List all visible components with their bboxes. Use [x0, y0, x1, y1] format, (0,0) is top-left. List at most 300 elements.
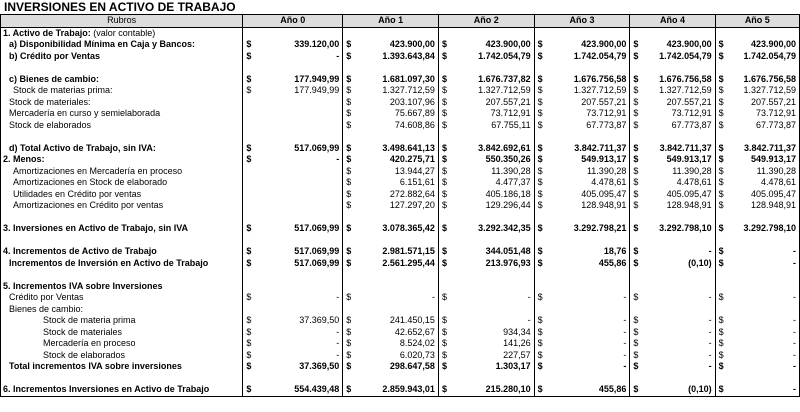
row-label	[1, 62, 243, 74]
currency-symbol: $	[630, 200, 642, 212]
value-cell: -	[728, 350, 800, 362]
currency-symbol	[438, 235, 450, 247]
currency-symbol: $	[715, 85, 727, 97]
value-cell: 549.913,17	[728, 154, 800, 166]
value-cell: 128.948,91	[642, 200, 715, 212]
currency-symbol: $	[715, 315, 727, 327]
currency-symbol: $	[715, 292, 727, 304]
currency-symbol: $	[630, 361, 642, 373]
row-label-text: Stock de materias prima:	[13, 85, 113, 95]
currency-symbol	[715, 212, 727, 224]
currency-symbol	[630, 281, 642, 293]
currency-symbol	[243, 27, 255, 39]
value-cell	[451, 212, 534, 224]
table-row	[1, 212, 800, 224]
currency-symbol	[438, 212, 450, 224]
currency-symbol	[534, 281, 546, 293]
currency-symbol	[534, 373, 546, 385]
row-label	[1, 258, 243, 270]
value-cell: 517.069,99	[255, 223, 342, 235]
value-cell: 339.120,00	[255, 39, 342, 51]
value-cell: 550.350,26	[451, 154, 534, 166]
currency-symbol: $	[534, 108, 546, 120]
row-label	[1, 304, 243, 316]
row-label	[1, 212, 243, 224]
currency-symbol: $	[715, 384, 727, 396]
currency-symbol: $	[715, 223, 727, 235]
currency-symbol	[343, 131, 355, 143]
row-label	[1, 235, 243, 247]
currency-symbol: $	[343, 200, 355, 212]
column-header: Año 3	[534, 15, 630, 28]
value-cell	[547, 373, 630, 385]
currency-symbol: $	[438, 338, 450, 350]
currency-symbol: $	[438, 200, 450, 212]
value-cell: 203.107,96	[355, 97, 438, 109]
row-label-text: Stock de materia prima	[43, 315, 136, 325]
currency-symbol	[343, 27, 355, 39]
row-label	[1, 200, 243, 212]
row-label-text: Stock de materiales	[43, 326, 123, 337]
value-cell: -	[255, 350, 342, 362]
currency-symbol: $	[438, 223, 450, 235]
value-cell: 128.948,91	[547, 200, 630, 212]
value-cell	[451, 27, 534, 39]
value-cell: 517.069,99	[255, 246, 342, 258]
currency-symbol	[534, 269, 546, 281]
currency-symbol: $	[534, 74, 546, 86]
currency-symbol: $	[630, 246, 642, 258]
table-row	[1, 97, 800, 109]
table-row	[1, 304, 800, 316]
currency-symbol: $	[534, 384, 546, 396]
value-cell	[255, 189, 342, 201]
table-row	[1, 131, 800, 143]
value-cell: -	[728, 384, 800, 396]
currency-symbol: $	[534, 361, 546, 373]
value-cell: -	[642, 246, 715, 258]
value-cell: 207.557,21	[728, 97, 800, 109]
value-cell: 1.676.756,58	[642, 74, 715, 86]
row-label-text: Bienes de cambio:	[9, 303, 84, 314]
currency-symbol	[630, 131, 642, 143]
currency-symbol: $	[534, 200, 546, 212]
value-cell	[547, 131, 630, 143]
value-cell	[255, 166, 342, 178]
value-cell	[547, 212, 630, 224]
row-label-text: 6. Incrementos Inversiones en Activo de Trabajo	[3, 384, 210, 394]
value-cell: -	[728, 246, 800, 258]
value-cell: 3.078.365,42	[355, 223, 438, 235]
value-cell: 423.900,00	[728, 39, 800, 51]
value-cell: 13.944,27	[355, 166, 438, 178]
value-cell	[255, 304, 342, 316]
table-row	[1, 39, 800, 51]
currency-symbol: $	[243, 143, 255, 155]
value-cell	[728, 373, 800, 385]
value-cell: 1.327.712,59	[642, 85, 715, 97]
value-cell: -	[642, 350, 715, 362]
value-cell	[728, 131, 800, 143]
currency-symbol: $	[343, 74, 355, 86]
currency-symbol: $	[438, 384, 450, 396]
value-cell: -	[728, 338, 800, 350]
value-cell: 272.882,64	[355, 189, 438, 201]
currency-symbol	[534, 27, 546, 39]
currency-symbol: $	[630, 120, 642, 132]
currency-symbol	[243, 97, 255, 109]
value-cell: -	[255, 327, 342, 339]
value-cell	[355, 212, 438, 224]
value-cell	[728, 269, 800, 281]
currency-symbol: $	[438, 350, 450, 362]
currency-symbol: $	[343, 384, 355, 396]
currency-symbol: $	[243, 361, 255, 373]
row-label	[1, 120, 243, 132]
currency-symbol	[243, 131, 255, 143]
value-cell	[642, 235, 715, 247]
value-cell: 1.676.737,82	[451, 74, 534, 86]
value-cell: 1.327.712,59	[355, 85, 438, 97]
value-cell	[355, 235, 438, 247]
value-cell	[728, 304, 800, 316]
currency-symbol: $	[438, 154, 450, 166]
row-label	[1, 27, 243, 39]
row-label	[1, 143, 243, 155]
value-cell: 3.292.798,10	[642, 223, 715, 235]
currency-symbol: $	[243, 350, 255, 362]
value-cell: -	[547, 338, 630, 350]
currency-symbol: $	[715, 154, 727, 166]
value-cell	[547, 27, 630, 39]
value-cell: 420.275,71	[355, 154, 438, 166]
row-label-text: 2. Menos:	[3, 154, 45, 164]
row-label-text: 3. Inversiones en Activo de Trabajo, sin IVA	[3, 223, 189, 233]
value-cell: 207.557,21	[547, 97, 630, 109]
value-cell: 423.900,00	[451, 39, 534, 51]
value-cell: 18,76	[547, 246, 630, 258]
value-cell: 11.390,28	[547, 166, 630, 178]
currency-symbol: $	[715, 74, 727, 86]
value-cell: 241.450,15	[355, 315, 438, 327]
value-cell: 177.949,99	[255, 85, 342, 97]
table-row	[1, 350, 800, 362]
table-row	[1, 361, 800, 373]
value-cell: 11.390,28	[728, 166, 800, 178]
table-row	[1, 27, 800, 39]
value-cell	[255, 373, 342, 385]
currency-symbol	[630, 373, 642, 385]
value-cell	[642, 269, 715, 281]
value-cell: -	[355, 292, 438, 304]
currency-symbol: $	[243, 74, 255, 86]
row-label-note: (valor contable)	[90, 27, 156, 38]
currency-symbol	[243, 62, 255, 74]
row-label	[1, 338, 243, 350]
currency-symbol: $	[630, 189, 642, 201]
currency-symbol	[343, 373, 355, 385]
currency-symbol: $	[630, 292, 642, 304]
table-row	[1, 258, 800, 270]
table-row	[1, 338, 800, 350]
value-cell: 4.478,61	[642, 177, 715, 189]
currency-symbol: $	[438, 51, 450, 63]
value-cell: 8.524,02	[355, 338, 438, 350]
value-cell	[451, 304, 534, 316]
header-row	[1, 15, 800, 28]
currency-symbol: $	[715, 51, 727, 63]
currency-symbol: $	[243, 384, 255, 396]
currency-symbol: $	[534, 246, 546, 258]
currency-symbol: $	[630, 39, 642, 51]
value-cell: 177.949,99	[255, 74, 342, 86]
currency-symbol	[630, 235, 642, 247]
value-cell: 1.681.097,30	[355, 74, 438, 86]
value-cell: 934,34	[451, 327, 534, 339]
value-cell	[355, 131, 438, 143]
currency-symbol: $	[630, 327, 642, 339]
row-label-text: Stock de elaborados	[43, 349, 126, 360]
currency-symbol: $	[343, 108, 355, 120]
currency-symbol: $	[715, 350, 727, 362]
value-cell: -	[451, 292, 534, 304]
value-cell: 3.292.342,35	[451, 223, 534, 235]
value-cell	[255, 281, 342, 293]
row-label-text: Stock de materiales:	[9, 96, 91, 107]
table-body	[1, 27, 800, 396]
table-row	[1, 143, 800, 155]
value-cell: 423.900,00	[547, 39, 630, 51]
value-cell: 37.369,50	[255, 361, 342, 373]
value-cell	[451, 131, 534, 143]
value-cell: 455,86	[547, 258, 630, 270]
currency-symbol: $	[343, 154, 355, 166]
currency-symbol	[243, 108, 255, 120]
currency-symbol	[715, 269, 727, 281]
currency-symbol: $	[438, 177, 450, 189]
currency-symbol: $	[243, 315, 255, 327]
value-cell: 207.557,21	[451, 97, 534, 109]
row-label-text: Amortizaciones en Crédito por ventas	[13, 200, 164, 210]
value-cell	[451, 373, 534, 385]
table-row	[1, 62, 800, 74]
currency-symbol: $	[630, 315, 642, 327]
value-cell: 3.842.711,37	[642, 143, 715, 155]
row-label	[1, 131, 243, 143]
row-label	[1, 154, 243, 166]
currency-symbol	[534, 62, 546, 74]
table-row	[1, 120, 800, 132]
currency-symbol	[534, 212, 546, 224]
value-cell: 1.676.756,58	[547, 74, 630, 86]
value-cell: 227,57	[451, 350, 534, 362]
currency-symbol	[715, 235, 727, 247]
value-cell	[451, 235, 534, 247]
table-row	[1, 281, 800, 293]
value-cell: -	[642, 292, 715, 304]
row-label	[1, 74, 243, 86]
currency-symbol: $	[438, 108, 450, 120]
currency-symbol: $	[343, 361, 355, 373]
currency-symbol: $	[438, 97, 450, 109]
currency-symbol: $	[438, 74, 450, 86]
currency-symbol	[243, 304, 255, 316]
currency-symbol: $	[438, 39, 450, 51]
row-label	[1, 177, 243, 189]
value-cell: 74.608,86	[355, 120, 438, 132]
value-cell: 4.477,37	[451, 177, 534, 189]
value-cell: 1.327.712,59	[547, 85, 630, 97]
currency-symbol: $	[715, 143, 727, 155]
value-cell: (0,10)	[642, 258, 715, 270]
row-label-text: Amortizaciones en Stock de elaborado	[13, 177, 168, 187]
value-cell: 3.842.692,61	[451, 143, 534, 155]
currency-symbol: $	[343, 177, 355, 189]
table-row	[1, 200, 800, 212]
row-label	[1, 246, 243, 258]
row-label-text: c) Bienes de cambio:	[9, 73, 100, 84]
currency-symbol: $	[243, 51, 255, 63]
value-cell: 1.303,17	[451, 361, 534, 373]
value-cell	[355, 281, 438, 293]
value-cell: 2.859.943,01	[355, 384, 438, 396]
value-cell: 1.327.712,59	[728, 85, 800, 97]
currency-symbol	[243, 166, 255, 178]
value-cell: 6.020,73	[355, 350, 438, 362]
currency-symbol: $	[343, 350, 355, 362]
currency-symbol	[343, 62, 355, 74]
row-label	[1, 327, 243, 339]
value-cell: 405.095,47	[547, 189, 630, 201]
currency-symbol: $	[715, 246, 727, 258]
currency-symbol: $	[243, 223, 255, 235]
currency-symbol	[243, 235, 255, 247]
currency-symbol: $	[243, 154, 255, 166]
value-cell	[255, 269, 342, 281]
investment-table	[0, 14, 800, 397]
row-label	[1, 108, 243, 120]
table-row	[1, 327, 800, 339]
currency-symbol	[243, 212, 255, 224]
value-cell	[255, 27, 342, 39]
value-cell: 67.773,87	[728, 120, 800, 132]
value-cell: -	[728, 315, 800, 327]
value-cell	[728, 27, 800, 39]
currency-symbol	[534, 235, 546, 247]
currency-symbol: $	[438, 315, 450, 327]
value-cell	[451, 281, 534, 293]
value-cell: -	[642, 361, 715, 373]
currency-symbol	[534, 131, 546, 143]
column-header: Año 0	[243, 15, 343, 28]
currency-symbol: $	[438, 120, 450, 132]
currency-symbol: $	[243, 246, 255, 258]
currency-symbol: $	[243, 292, 255, 304]
currency-symbol: $	[243, 327, 255, 339]
value-cell: 1.742.054,79	[547, 51, 630, 63]
currency-symbol: $	[343, 292, 355, 304]
row-label-text: a) Disponibilidad Mínima en Caja y Bancos:	[9, 39, 196, 49]
value-cell: 1.393.643,84	[355, 51, 438, 63]
currency-symbol: $	[630, 51, 642, 63]
currency-symbol: $	[438, 258, 450, 270]
table-row	[1, 74, 800, 86]
value-cell: 3.292.798,21	[547, 223, 630, 235]
value-cell: -	[642, 315, 715, 327]
value-cell: 1.742.054,79	[451, 51, 534, 63]
currency-symbol	[630, 27, 642, 39]
value-cell: -	[547, 350, 630, 362]
row-label-text: Stock de elaborados	[9, 119, 92, 130]
value-cell	[451, 62, 534, 74]
table-row	[1, 223, 800, 235]
currency-symbol: $	[438, 189, 450, 201]
currency-symbol: $	[534, 120, 546, 132]
currency-symbol: $	[715, 108, 727, 120]
column-header: Rubros	[1, 15, 243, 28]
currency-symbol: $	[534, 177, 546, 189]
currency-symbol: $	[534, 327, 546, 339]
value-cell: 298.647,58	[355, 361, 438, 373]
currency-symbol: $	[438, 85, 450, 97]
currency-symbol: $	[534, 189, 546, 201]
currency-symbol: $	[438, 166, 450, 178]
currency-symbol	[243, 373, 255, 385]
row-label-text: Total incrementos IVA sobre inversiones	[9, 361, 182, 371]
value-cell: 4.478,61	[728, 177, 800, 189]
currency-symbol	[343, 269, 355, 281]
value-cell	[355, 62, 438, 74]
row-label	[1, 166, 243, 178]
value-cell: 127.297,20	[355, 200, 438, 212]
value-cell: 517.069,99	[255, 258, 342, 270]
currency-symbol: $	[438, 292, 450, 304]
currency-symbol: $	[534, 154, 546, 166]
currency-symbol: $	[630, 223, 642, 235]
value-cell: 405.186,18	[451, 189, 534, 201]
table-row	[1, 166, 800, 178]
value-cell: 42.652,67	[355, 327, 438, 339]
currency-symbol	[343, 212, 355, 224]
currency-symbol: $	[534, 350, 546, 362]
currency-symbol	[630, 269, 642, 281]
row-label-text: 5. Incrementos IVA sobre Inversiones	[3, 280, 163, 291]
currency-symbol	[243, 120, 255, 132]
currency-symbol: $	[715, 177, 727, 189]
value-cell	[355, 269, 438, 281]
currency-symbol	[438, 304, 450, 316]
value-cell: 11.390,28	[642, 166, 715, 178]
currency-symbol: $	[715, 327, 727, 339]
row-label	[1, 51, 243, 63]
sheet-title: INVERSIONES EN ACTIVO DE TRABAJO	[4, 0, 236, 14]
currency-symbol: $	[343, 189, 355, 201]
currency-symbol: $	[343, 258, 355, 270]
value-cell	[547, 235, 630, 247]
currency-symbol: $	[630, 154, 642, 166]
currency-symbol: $	[343, 85, 355, 97]
currency-symbol	[438, 269, 450, 281]
currency-symbol: $	[630, 338, 642, 350]
table-row	[1, 315, 800, 327]
value-cell	[255, 212, 342, 224]
value-cell	[728, 235, 800, 247]
table-row	[1, 235, 800, 247]
row-label-text: Utilidades en Crédito por ventas	[13, 188, 142, 199]
value-cell	[355, 27, 438, 39]
value-cell: 67.773,87	[642, 120, 715, 132]
value-cell	[255, 97, 342, 109]
